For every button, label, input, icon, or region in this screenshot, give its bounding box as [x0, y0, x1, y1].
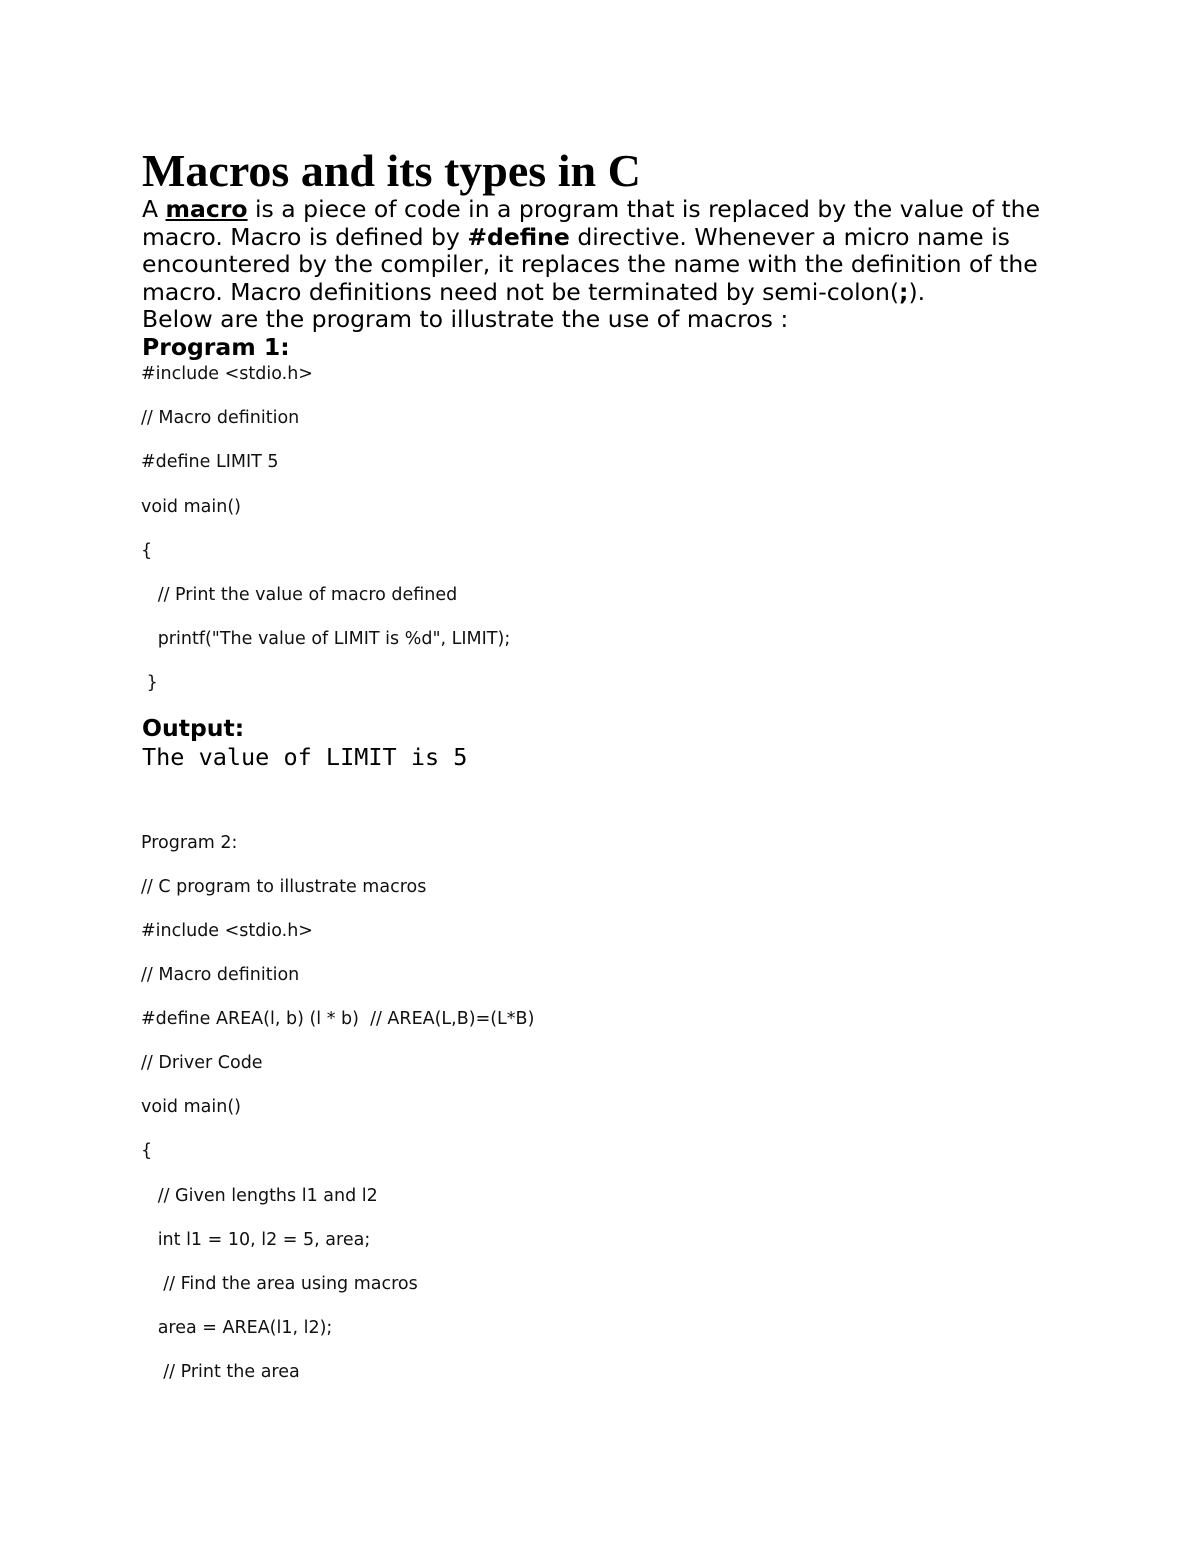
- intro-text: macro. Macro is defined by: [142, 222, 468, 251]
- code-line: // Print the area: [141, 1362, 300, 1382]
- code-line: // Macro definition: [141, 408, 300, 428]
- code-line: {: [141, 541, 153, 561]
- intro-text: macro. Macro definitions need not be terminated by semi-colon(: [142, 277, 900, 306]
- program1-heading: Program 1:: [142, 333, 290, 361]
- output-heading: Output:: [142, 714, 245, 742]
- intro-line-1: [142, 196, 1082, 224]
- intro-line-2: [142, 224, 1082, 252]
- code-line: #include <stdio.h>: [141, 364, 313, 384]
- intro-line-4: [142, 279, 1082, 307]
- code-line: area = AREA(l1, l2);: [141, 1318, 333, 1338]
- code-line: #include <stdio.h>: [141, 921, 313, 941]
- intro-line-5: Below are the program to illustrate the use of macros :: [142, 305, 789, 333]
- intro-paragraph: [142, 196, 1082, 334]
- define-keyword: #define: [467, 222, 570, 251]
- intro-line-3: encountered by the compiler, it replaces the name with the definition of the: [142, 250, 1038, 278]
- code-line: // Find the area using macros: [141, 1274, 418, 1294]
- code-line: // Given lengths l1 and l2: [141, 1186, 378, 1206]
- document-title: Macros and its types in C: [142, 145, 641, 196]
- semicolon-symbol: ;: [899, 277, 909, 306]
- code-line: #define AREA(l, b) (l * b) // AREA(L,B)=(L*B): [141, 1009, 535, 1029]
- intro-text: ).: [908, 277, 926, 306]
- code-line: void main(): [141, 497, 241, 517]
- intro-text: A: [142, 195, 166, 223]
- intro-text: directive. Whenever a micro name is: [569, 222, 1010, 251]
- code-line: }: [141, 673, 158, 693]
- code-line: // Driver Code: [141, 1053, 263, 1073]
- code-line: #define LIMIT 5: [141, 452, 279, 472]
- code-line: // Print the value of macro defined: [141, 585, 458, 605]
- intro-text: is a piece of code in a program that is replaced by the value of the: [247, 195, 1041, 223]
- code-line: {: [141, 1141, 153, 1161]
- code-line: void main(): [141, 1097, 241, 1117]
- macro-term: macro: [165, 195, 248, 223]
- code-line: // C program to illustrate macros: [141, 877, 427, 897]
- program2-heading: Program 2:: [141, 833, 238, 853]
- code-line: printf("The value of LIMIT is %d", LIMIT);: [141, 629, 511, 649]
- code-line: // Macro definition: [141, 965, 300, 985]
- code-line: int l1 = 10, l2 = 5, area;: [141, 1230, 371, 1250]
- output-text: The value of LIMIT is 5: [142, 743, 468, 771]
